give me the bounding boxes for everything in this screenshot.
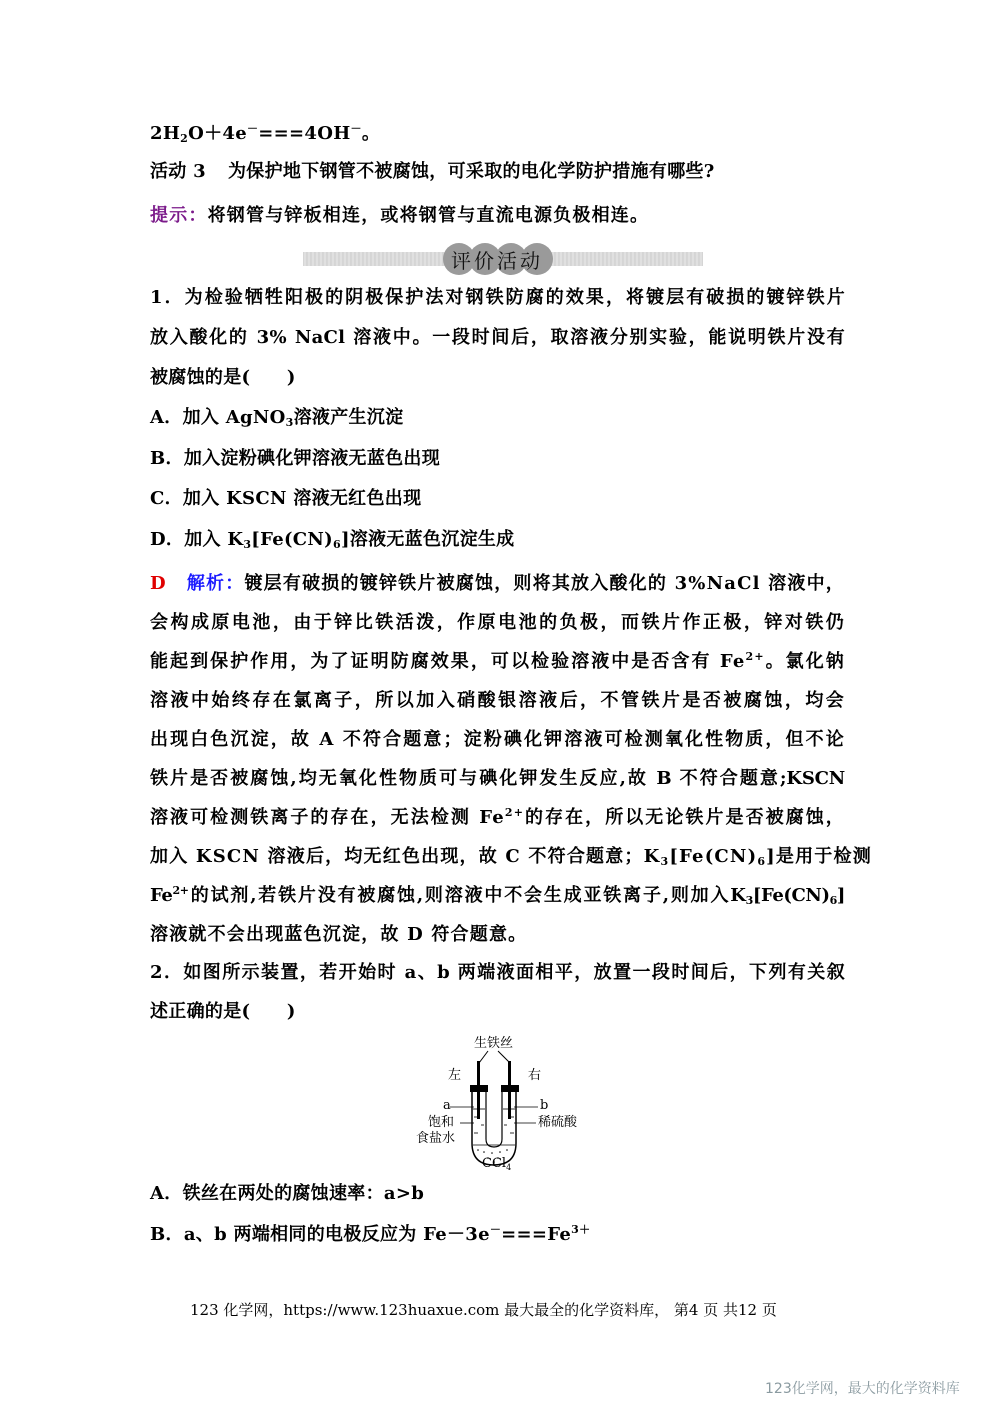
eq-part: ===4OH: [258, 123, 351, 144]
answer-letter: D: [150, 573, 167, 594]
eq-part: 2H: [150, 123, 181, 144]
analysis-text: 能起到保护作用，为了证明防腐效果，可以检验溶液中是否含有 Fe: [150, 651, 746, 672]
hint-line: [150, 204, 649, 228]
ccl4-sub: 4: [506, 1163, 512, 1172]
stopper-right: [501, 1085, 519, 1092]
u-tube-drawing: [410, 1035, 590, 1175]
analysis-line-7: [150, 806, 845, 830]
q2-option-b: [150, 1223, 590, 1247]
analysis-sup: 2+: [745, 650, 765, 663]
analysis-line-1: [150, 572, 845, 596]
analysis-text: ]: [836, 885, 845, 906]
q1-option-a: [150, 406, 403, 430]
eq-sup: －: [246, 122, 259, 135]
option-sub: 6: [332, 538, 341, 551]
page-footer: 123 化学网，https://www.123huaxue.com 最大最全的化学资料库， 第4 页 共12 页: [190, 1301, 777, 1319]
q1-option-d: [150, 528, 514, 552]
diagram-label-ccl4: [482, 1157, 511, 1171]
option-sup: 3＋: [571, 1223, 591, 1236]
diagram-label-b: b: [540, 1098, 549, 1113]
q1-stem-line: 1．为检验牺牲阳极的阴极保护法对钢铁防腐的效果，将镀层有破损的镀锌铁片: [150, 287, 845, 308]
analysis-sup: 2+: [504, 806, 525, 819]
option-text: A．加入 AgNO: [150, 407, 286, 428]
activity3-label: 活动 3: [150, 161, 206, 182]
diagram-label-a: a: [443, 1098, 451, 1113]
diagram-label-right-solution: 稀硫酸: [538, 1115, 578, 1130]
option-sub: 3: [285, 416, 294, 429]
diagram-label-iron-wire: 生铁丝: [474, 1036, 514, 1051]
option-text: [Fe(CN): [251, 529, 333, 550]
analysis-text: 的试剂,若铁片没有被腐蚀,则溶液中不会生成亚铁离子,则加入K: [188, 885, 746, 906]
option-text: ===Fe: [501, 1224, 572, 1245]
eq-sub: 2: [180, 132, 189, 145]
option-sup: －: [489, 1223, 502, 1236]
analysis-text: 。氯化钠: [764, 651, 845, 672]
analysis-text: ]是用于检测: [766, 846, 872, 867]
watermark: 123化学网，最大的化学资料库: [765, 1381, 960, 1397]
eq-part: O＋4e: [188, 123, 247, 144]
analysis-sub: 6: [757, 855, 767, 868]
q1-option-b: B．加入淀粉碘化钾溶液无蓝色出现: [150, 448, 441, 469]
hint-text: 将钢管与锌板相连，或将钢管与直流电源负极相连。: [207, 205, 650, 226]
diagram-label-left-solution: 饱和: [428, 1115, 455, 1130]
q1-stem-line: 放入酸化的 3% NaCl 溶液中。一段时间后，取溶液分别实验，能说明铁片没有: [150, 327, 845, 348]
q2-option-a: A．铁丝在两处的腐蚀速率：a>b: [150, 1183, 425, 1204]
analysis-label: 解析：: [186, 573, 245, 594]
diagram-label-left-solution: 食盐水: [416, 1131, 456, 1146]
option-sub: 3: [243, 538, 252, 551]
analysis-line-2: 会构成原电池，由于锌比铁活泼，作原电池的负极，而铁片作正极，锌对铁仍: [150, 612, 845, 633]
diagram-label-left: 左: [448, 1068, 462, 1083]
analysis-line-8: [150, 845, 872, 869]
eq-sup: －: [350, 122, 362, 135]
stopper-left: [470, 1085, 488, 1092]
analysis-text: [Fe(CN): [669, 846, 758, 867]
analysis-sub: 3: [660, 855, 670, 868]
analysis-text: 溶液可检测铁离子的存在，无法检测 Fe: [150, 807, 505, 828]
analysis-text: 加入 KSCN 溶液后，均无红色出现，故 C 不符合题意；K: [150, 846, 661, 867]
analysis-line-9: [150, 884, 845, 908]
eq-part: 。: [361, 123, 381, 144]
option-text: ]溶液无蓝色沉淀生成: [340, 529, 515, 550]
section-banner: [443, 243, 551, 275]
q1-option-c: C．加入 KSCN 溶液无红色出现: [150, 488, 422, 509]
diagram-label-right: 右: [528, 1068, 542, 1083]
analysis-text: [Fe(CN): [752, 885, 830, 906]
analysis-text: 的存在，所以无论铁片是否被腐蚀，: [524, 807, 845, 828]
analysis-sub: 6: [829, 894, 837, 907]
activity3-question: 为保护地下钢管不被腐蚀，可采取的电化学防护措施有哪些?: [228, 161, 715, 182]
analysis-line-3: [150, 650, 845, 674]
option-text: D．加入 K: [150, 529, 244, 550]
activity3-line: [150, 160, 715, 184]
analysis-sub: 3: [745, 894, 753, 907]
analysis-text: Fe: [150, 885, 173, 906]
u-tube-diagram: [410, 1035, 590, 1175]
q1-stem-line: 被腐蚀的是( ): [150, 367, 296, 388]
analysis-text: 镀层有破损的镀锌铁片被腐蚀，则将其放入酸化的 3%NaCl 溶液中，: [244, 573, 845, 594]
leader-line: [479, 1051, 488, 1063]
equation-line: [150, 122, 380, 146]
analysis-line-5: 出现白色沉淀，故 A 不符合题意；淀粉碘化钾溶液可检测氧化性物质，但不论: [150, 729, 845, 750]
hint-label: 提示：: [150, 205, 208, 226]
option-text: B．a、b 两端相同的电极反应为 Fe－3e: [150, 1224, 490, 1245]
analysis-line-4: 溶液中始终存在氯离子，所以加入硝酸银溶液后，不管铁片是否被腐蚀，均会: [150, 690, 845, 711]
ccl4-text: CCl: [482, 1156, 507, 1171]
option-text: 溶液产生沉淀: [293, 407, 404, 428]
q2-stem-line: 2．如图所示装置，若开始时 a、b 两端液面相平，放置一段时间后，下列有关叙: [150, 962, 845, 983]
section-banner-title: 评价活动: [451, 248, 543, 273]
analysis-line-10: 溶液就不会出现蓝色沉淀，故 D 符合题意。: [150, 924, 528, 945]
analysis-line-6: 铁片是否被腐蚀,均无氧化性物质可与碘化钾发生反应,故 B 不符合题意;KSCN: [150, 768, 845, 789]
q2-stem-line: 述正确的是( ): [150, 1001, 296, 1022]
u-tube-inner: [486, 1092, 502, 1147]
analysis-sup: 2+: [172, 884, 189, 897]
